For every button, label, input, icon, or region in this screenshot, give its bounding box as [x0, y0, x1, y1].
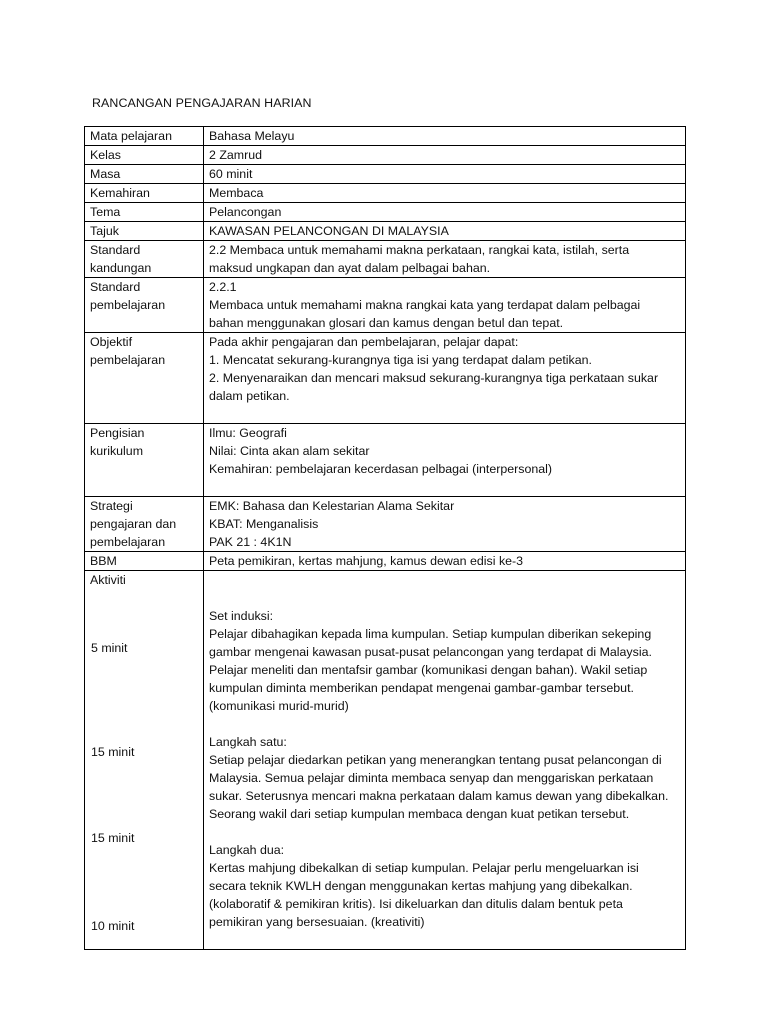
row-value-line: [209, 405, 680, 423]
row-value-line: bahan menggunakan glosari dan kamus dengan betul dan tepat.: [209, 316, 564, 330]
row-label-line: pembelajaran: [90, 535, 166, 549]
row-label-line: kurikulum: [90, 444, 144, 458]
table-row: [85, 424, 686, 497]
row-label-line: Tajuk: [90, 224, 119, 238]
activity-duration: 15 minit: [91, 831, 135, 845]
table-row: [85, 127, 686, 146]
row-label: [85, 552, 204, 571]
row-value-line: dalam petikan.: [209, 389, 290, 403]
activity-line: Langkah satu:: [209, 735, 287, 749]
row-label: [85, 333, 204, 424]
row-value: [204, 424, 686, 497]
activity-line: sukar. Seterusnya mencari makna perkataan dalam kamus dewan yang dibekalkan.: [209, 789, 669, 803]
activity-line: gambar mengenai kawasan pusat-pusat pelancongan yang terdapat di Malaysia.: [209, 645, 652, 659]
activity-duration: 15 minit: [91, 745, 135, 759]
row-value-line: Bahasa Melayu: [209, 129, 295, 143]
table-row: [85, 333, 686, 424]
row-label-line: pembelajaran: [90, 298, 166, 312]
row-label-line: Kemahiran: [90, 186, 150, 200]
table-row: [85, 203, 686, 222]
activity-line: [209, 571, 680, 589]
row-value-line: KBAT: Menganalisis: [209, 517, 319, 531]
row-label-line: Masa: [90, 167, 121, 181]
table-row: [85, 552, 686, 571]
activity-line: [209, 589, 680, 607]
row-value-line: EMK: Bahasa dan Kelestarian Alama Sekitar: [209, 499, 455, 513]
activity-line: (komunikasi murid-murid): [209, 699, 349, 713]
row-value-line: Kemahiran: pembelajaran kecerdasan pelbagai (interpersonal): [209, 462, 553, 476]
lesson-plan-table: [84, 126, 686, 950]
row-label: [85, 222, 204, 241]
row-label: [85, 165, 204, 184]
activity-line: kumpulan diminta memberikan pendapat mengenai gambar-gambar tersebut.: [209, 681, 634, 695]
row-label: [85, 203, 204, 222]
table-row: [85, 222, 686, 241]
table-row: [85, 184, 686, 203]
row-label-line: BBM: [90, 554, 117, 568]
activity-line: Kertas mahjung dibekalkan di setiap kumpulan. Pelajar perlu mengeluarkan isi: [209, 861, 639, 875]
row-label: [85, 146, 204, 165]
row-label-line: Mata pelajaran: [90, 129, 172, 143]
row-label: [85, 127, 204, 146]
row-value-line: [209, 478, 680, 496]
row-value: [204, 203, 686, 222]
row-value: [204, 497, 686, 552]
activity-line: Setiap pelajar diedarkan petikan yang menerangkan tentang pusat pelancongan di: [209, 753, 662, 767]
row-value-line: Ilmu: Geografi: [209, 426, 287, 440]
row-value-line: Membaca: [209, 186, 264, 200]
activity-label: Aktiviti: [90, 573, 126, 587]
row-label-line: Pengisian: [90, 426, 145, 440]
activity-line: Pelajar meneliti dan mentafsir gambar (komunikasi dengan bahan). Wakil setiap: [209, 663, 648, 677]
activity-label-cell: [85, 571, 204, 950]
row-value-line: 2. Menyenaraikan dan mencari maksud sekurang-kurangnya tiga perkataan sukar: [209, 371, 659, 385]
row-label-line: pembelajaran: [90, 353, 166, 367]
row-value-line: Nilai: Cinta akan alam sekitar: [209, 444, 370, 458]
table-row: [85, 146, 686, 165]
activity-duration: 5 minit: [91, 641, 128, 655]
row-value-line: maksud ungkapan dan ayat dalam pelbagai bahan.: [209, 261, 491, 275]
row-label: [85, 424, 204, 497]
row-label-line: kandungan: [90, 261, 152, 275]
row-value-line: Pelancongan: [209, 205, 282, 219]
activity-line: Seorang wakil dari setiap kumpulan membaca dengan kuat petikan tersebut.: [209, 807, 630, 821]
table-row: [85, 241, 686, 278]
activity-content: [204, 571, 686, 950]
activity-duration: 10 minit: [91, 919, 135, 933]
row-value: [204, 241, 686, 278]
row-value: [204, 127, 686, 146]
row-value-line: 2.2 Membaca untuk memahami makna perkataan, rangkai kata, istilah, serta: [209, 243, 630, 257]
row-value-line: Pada akhir pengajaran dan pembelajaran, pelajar dapat:: [209, 335, 519, 349]
row-value-line: PAK 21 : 4K1N: [209, 535, 292, 549]
row-label-line: Standard: [90, 280, 141, 294]
activity-line: [209, 823, 680, 841]
row-label-line: Tema: [90, 205, 121, 219]
row-label-line: Kelas: [90, 148, 121, 162]
row-label: [85, 278, 204, 333]
row-label: [85, 497, 204, 552]
lesson-plan-body: [85, 127, 686, 950]
row-value-line: KAWASAN PELANCONGAN DI MALAYSIA: [209, 224, 449, 238]
activity-line: Pelajar dibahagikan kepada lima kumpulan. Setiap kumpulan diberikan sekeping: [209, 627, 652, 641]
row-value-line: 1. Mencatat sekurang-kurangnya tiga isi yang terdapat dalam petikan.: [209, 353, 592, 367]
table-row: [85, 278, 686, 333]
activity-line: Set induksi:: [209, 609, 274, 623]
row-value-line: Peta pemikiran, kertas mahjung, kamus dewan edisi ke-3: [209, 554, 524, 568]
activity-line: Malaysia. Semua pelajar diminta membaca senyap dan menggariskan perkataan: [209, 771, 654, 785]
row-label-line: pengajaran dan: [90, 517, 177, 531]
row-value-line: 60 minit: [209, 167, 253, 181]
row-value: [204, 278, 686, 333]
table-row: [85, 497, 686, 552]
row-value: [204, 552, 686, 571]
row-value-line: 2.2.1: [209, 280, 237, 294]
row-value: [204, 333, 686, 424]
row-label-line: Strategi: [90, 499, 133, 513]
row-value-line: 2 Zamrud: [209, 148, 263, 162]
activity-line: secara teknik KWLH dengan menggunakan kertas mahjung yang dibekalkan.: [209, 879, 633, 893]
document-title: RANCANGAN PENGAJARAN HARIAN: [92, 96, 312, 110]
row-label-line: Standard: [90, 243, 141, 257]
activity-line: Langkah dua:: [209, 843, 285, 857]
row-value: [204, 146, 686, 165]
activity-row: [85, 571, 686, 950]
row-value: [204, 165, 686, 184]
activity-line: pemikiran yang bersesuaian. (kreativiti): [209, 915, 425, 929]
row-value: [204, 184, 686, 203]
activity-line: (kolaboratif & pemikiran kritis). Isi dikeluarkan dan ditulis dalam bentuk peta: [209, 897, 623, 911]
row-label: [85, 184, 204, 203]
activity-line: [209, 715, 680, 733]
row-label: [85, 241, 204, 278]
row-label-line: Objektif: [90, 335, 133, 349]
row-value-line: Membaca untuk memahami makna rangkai kata yang terdapat dalam pelbagai: [209, 298, 641, 312]
activity-line: [209, 931, 680, 949]
row-value: [204, 222, 686, 241]
table-row: [85, 165, 686, 184]
